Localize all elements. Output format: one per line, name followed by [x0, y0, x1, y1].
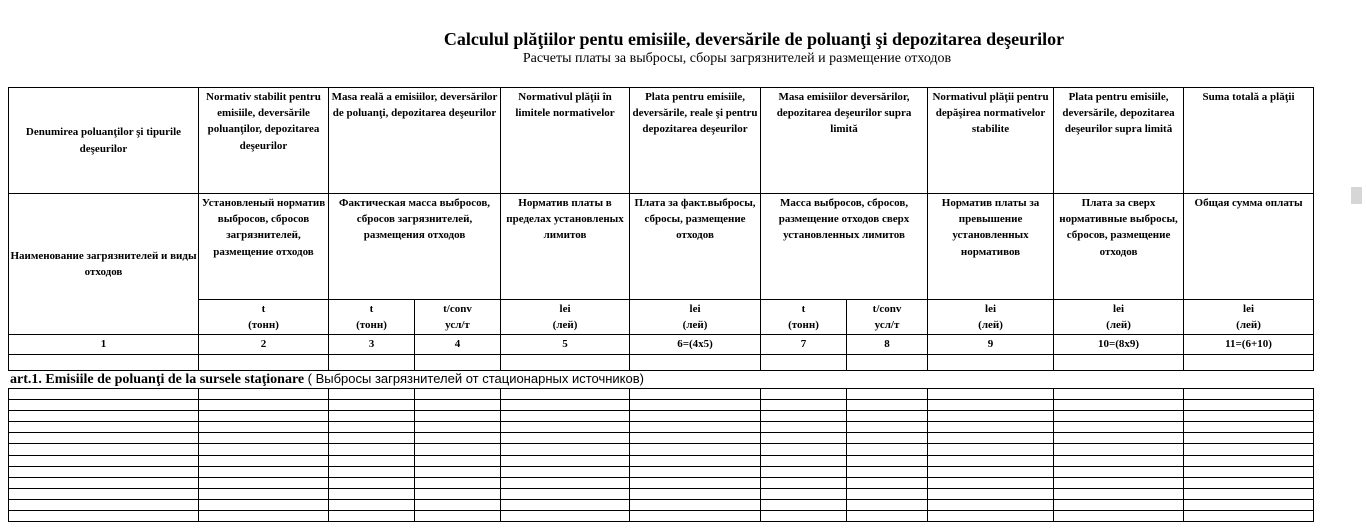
unit-top: t	[369, 303, 374, 315]
table-cell	[761, 455, 847, 466]
header-ru-total: Общая сумма оплаты	[1184, 194, 1314, 300]
table-cell	[329, 444, 415, 455]
table-cell	[761, 433, 847, 444]
table-cell	[928, 466, 1054, 477]
unit-cell	[1184, 300, 1314, 335]
header-ru-excess-payment: Плата за сверх нормативные выбросы, сбросов, размещение отходов	[1054, 194, 1184, 300]
table-cell	[1184, 422, 1314, 433]
table-cell	[329, 389, 415, 400]
empty-cell	[329, 354, 415, 370]
unit-cell	[329, 300, 415, 335]
table-cell	[1184, 433, 1314, 444]
table-cell	[501, 422, 630, 433]
table-cell	[329, 499, 415, 510]
table-cell	[415, 499, 501, 510]
table-cell	[630, 433, 761, 444]
table-cell	[1184, 488, 1314, 499]
header-ro-excess-normative: Normativul plăţii pentru depăşirea normativelor stabilite	[928, 88, 1054, 194]
table-row	[9, 488, 1314, 499]
unit-cell	[847, 300, 928, 335]
table-cell	[847, 433, 928, 444]
unit-cell	[1054, 300, 1184, 335]
unit-bottom: (лей)	[552, 319, 578, 332]
table-cell	[415, 477, 501, 488]
table-cell	[1184, 411, 1314, 422]
table-cell	[9, 466, 199, 477]
empty-cell	[1054, 354, 1184, 370]
table-cell	[928, 433, 1054, 444]
table-cell	[928, 400, 1054, 411]
column-number: 7	[761, 335, 847, 354]
table-cell	[329, 466, 415, 477]
unit-top: t	[801, 303, 806, 315]
table-cell	[1054, 477, 1184, 488]
table-cell	[761, 499, 847, 510]
unit-top: t/conv	[443, 303, 472, 315]
unit-top: lei	[1243, 303, 1255, 315]
empty-cell	[501, 354, 630, 370]
table-cell	[630, 455, 761, 466]
table-cell	[329, 411, 415, 422]
table-cell	[847, 422, 928, 433]
header-ro-pollutant-name: Denumirea poluanţilor şi tipurile deşeurilor	[9, 88, 199, 194]
table-row	[9, 411, 1314, 422]
table-cell	[928, 511, 1054, 522]
table-cell	[630, 411, 761, 422]
unit-bottom: (тонн)	[356, 319, 387, 332]
unit-top: lei	[1113, 303, 1125, 315]
table-cell	[847, 477, 928, 488]
table-cell	[1054, 488, 1184, 499]
table-cell	[199, 488, 329, 499]
column-number: 5	[501, 335, 630, 354]
table-row	[9, 389, 1314, 400]
table-cell	[9, 488, 199, 499]
empty-cell	[630, 354, 761, 370]
unit-bottom: (тонн)	[788, 319, 819, 332]
table-row	[9, 499, 1314, 510]
table-cell	[847, 400, 928, 411]
table-cell	[9, 455, 199, 466]
section-heading	[10, 370, 1315, 389]
table-cell	[928, 499, 1054, 510]
table-cell	[1184, 455, 1314, 466]
table-cell	[630, 444, 761, 455]
table-cell	[501, 389, 630, 400]
table-cell	[329, 400, 415, 411]
table-cell	[847, 488, 928, 499]
empty-cell	[847, 354, 928, 370]
unit-top: lei	[689, 303, 701, 315]
header-ru-excess-normative: Норматив платы за превышение установленных нормативов	[928, 194, 1054, 300]
table-cell	[329, 422, 415, 433]
header-ro-actual-payment: Plata pentru emisiile, deversările, reale şi pentru depozitarea deşeurilor	[630, 88, 761, 194]
table-cell	[928, 389, 1054, 400]
column-number: 1	[9, 335, 199, 354]
table-cell	[415, 466, 501, 477]
table-row	[9, 477, 1314, 488]
table-cell	[9, 477, 199, 488]
table-cell	[761, 389, 847, 400]
unit-cell	[928, 300, 1054, 335]
table-cell	[928, 455, 1054, 466]
table-cell	[847, 411, 928, 422]
column-number: 10=(8x9)	[1054, 335, 1184, 354]
table-cell	[501, 433, 630, 444]
table-cell	[761, 477, 847, 488]
unit-bottom: (лей)	[1236, 319, 1261, 332]
header-ru-pollutant-name: Наименование загрязнителей и виды отходов	[9, 194, 199, 335]
table-row	[9, 511, 1314, 522]
table-cell	[199, 511, 329, 522]
unit-bottom: (лей)	[682, 319, 708, 332]
table-cell	[761, 444, 847, 455]
table-cell	[9, 499, 199, 510]
table-cell	[329, 488, 415, 499]
column-number: 6=(4x5)	[630, 335, 761, 354]
header-ru-actual-payment: Плата за факт.выбросы, сбросы, размещение отходов	[630, 194, 761, 300]
unit-top: lei	[985, 303, 997, 315]
table-cell	[1054, 422, 1184, 433]
table-cell	[630, 389, 761, 400]
table-cell	[1054, 511, 1184, 522]
table-cell	[761, 422, 847, 433]
table-cell	[847, 466, 928, 477]
header-ru-excess-mass: Масса выбросов, сбросов, размещение отходов сверх установленных лимитов	[761, 194, 928, 300]
table-cell	[415, 389, 501, 400]
table-cell	[1054, 499, 1184, 510]
table-cell	[329, 455, 415, 466]
table-cell	[1054, 466, 1184, 477]
table-cell	[928, 422, 1054, 433]
column-number: 2	[199, 335, 329, 354]
table-cell	[630, 477, 761, 488]
empty-cell	[1184, 354, 1314, 370]
table-cell	[1054, 433, 1184, 444]
column-number: 8	[847, 335, 928, 354]
table-cell	[501, 411, 630, 422]
scrollbar-thumb[interactable]	[1351, 187, 1362, 204]
table-row	[9, 433, 1314, 444]
table-cell	[199, 422, 329, 433]
table-cell	[9, 511, 199, 522]
empty-cell	[9, 354, 199, 370]
table-cell	[9, 389, 199, 400]
table-cell	[630, 488, 761, 499]
table-cell	[415, 444, 501, 455]
empty-cell	[199, 354, 329, 370]
table-cell	[415, 488, 501, 499]
table-row	[9, 466, 1314, 477]
table-cell	[199, 400, 329, 411]
table-cell	[329, 511, 415, 522]
table-cell	[199, 411, 329, 422]
unit-cell	[501, 300, 630, 335]
column-number: 3	[329, 335, 415, 354]
unit-bottom: (тонн)	[248, 319, 279, 332]
unit-cell	[199, 300, 329, 335]
table-cell	[1054, 411, 1184, 422]
table-cell	[847, 511, 928, 522]
table-cell	[501, 400, 630, 411]
table-cell	[199, 444, 329, 455]
unit-cell	[415, 300, 501, 335]
table-cell	[501, 455, 630, 466]
table-cell	[928, 411, 1054, 422]
table-cell	[1184, 389, 1314, 400]
table-cell	[9, 444, 199, 455]
scrollbar-track[interactable]	[1346, 0, 1366, 528]
header-ro-excess-mass: Masa emisiilor deversărilor, depozitarea deşeurilor supra limită	[761, 88, 928, 194]
table-cell	[329, 477, 415, 488]
payment-calculation-table	[8, 87, 1314, 371]
unit-bottom: (лей)	[1106, 319, 1131, 332]
table-cell	[630, 400, 761, 411]
unit-top: t	[261, 303, 266, 315]
header-ru-real-mass: Фактическая масса выбросов, сбросов загрязнителей, размещения отходов	[329, 194, 501, 300]
table-row	[9, 400, 1314, 411]
table-cell	[9, 422, 199, 433]
table-cell	[847, 455, 928, 466]
empty-cell	[761, 354, 847, 370]
header-ro-real-mass: Masa reală a emisiilor, deversărilor de poluanţi, depozitarea deşeurilor	[329, 88, 501, 194]
table-cell	[630, 511, 761, 522]
table-cell	[199, 499, 329, 510]
unit-bottom: (лей)	[978, 319, 1003, 332]
table-cell	[928, 477, 1054, 488]
table-cell	[415, 422, 501, 433]
unit-bottom: усл/т	[874, 319, 900, 332]
table-cell	[847, 389, 928, 400]
table-cell	[1054, 400, 1184, 411]
table-cell	[501, 511, 630, 522]
table-cell	[199, 455, 329, 466]
table-cell	[415, 433, 501, 444]
table-cell	[1184, 511, 1314, 522]
table-cell	[501, 466, 630, 477]
unit-bottom: усл/т	[445, 319, 470, 332]
table-cell	[1184, 499, 1314, 510]
table-cell	[761, 488, 847, 499]
table-cell	[329, 433, 415, 444]
table-cell	[630, 466, 761, 477]
header-ro-payment-normative: Normativul plăţii în limitele normativelor	[501, 88, 630, 194]
table-cell	[199, 466, 329, 477]
header-ro-normative: Normativ stabilit pentru emisiile, deversările poluanţilor, depozitarea deşeurilor	[199, 88, 329, 194]
table-cell	[415, 400, 501, 411]
table-cell	[199, 477, 329, 488]
table-cell	[9, 400, 199, 411]
emissions-entry-table	[8, 388, 1314, 522]
column-number: 4	[415, 335, 501, 354]
table-cell	[9, 433, 199, 444]
table-cell	[1054, 389, 1184, 400]
table-cell	[1054, 444, 1184, 455]
table-cell	[199, 433, 329, 444]
section-label-ru: ( Выбросы загрязнителей от стационарных источников)	[307, 371, 644, 386]
header-ro-total: Suma totală a plăţii	[1184, 88, 1314, 194]
table-cell	[761, 400, 847, 411]
table-cell	[847, 499, 928, 510]
table-cell	[847, 444, 928, 455]
table-cell	[761, 511, 847, 522]
unit-top: t/conv	[872, 303, 902, 315]
table-cell	[1184, 444, 1314, 455]
column-number: 9	[928, 335, 1054, 354]
table-cell	[928, 488, 1054, 499]
table-cell	[415, 411, 501, 422]
empty-cell	[415, 354, 501, 370]
table-cell	[1054, 455, 1184, 466]
document-subtitle: Расчеты платы за выбросы, сборы загрязнителей и размещение отходов	[522, 51, 952, 66]
header-ru-normative: Установленый норматив выбросов, сбросов загрязнителей, размещение отходов	[199, 194, 329, 300]
section-label: art.1. Emisiile de poluanţi de la sursele staţionare	[10, 372, 305, 387]
table-row	[9, 444, 1314, 455]
unit-cell	[761, 300, 847, 335]
table-cell	[1184, 477, 1314, 488]
table-cell	[415, 455, 501, 466]
table-cell	[415, 511, 501, 522]
document-title: Calculul plăţiilor pentu emisiile, deversările de poluanţi şi depozitarea deşeurilor	[443, 29, 1065, 49]
unit-cell	[630, 300, 761, 335]
table-cell	[1184, 466, 1314, 477]
header-ru-payment-normative: Норматив платы в пределах установленых лимитов	[501, 194, 630, 300]
table-cell	[501, 488, 630, 499]
table-cell	[501, 444, 630, 455]
table-row	[9, 455, 1314, 466]
unit-top: lei	[559, 303, 571, 315]
table-cell	[1184, 400, 1314, 411]
header-ro-excess-payment: Plata pentru emisiile, deversările, depozitarea deşeurilor supra limită	[1054, 88, 1184, 194]
table-row	[9, 422, 1314, 433]
table-cell	[630, 499, 761, 510]
table-cell	[928, 444, 1054, 455]
table-cell	[199, 389, 329, 400]
table-cell	[501, 499, 630, 510]
table-cell	[761, 411, 847, 422]
empty-cell	[928, 354, 1054, 370]
table-cell	[9, 411, 199, 422]
table-cell	[761, 466, 847, 477]
table-cell	[501, 477, 630, 488]
table-cell	[630, 422, 761, 433]
column-number: 11=(6+10)	[1184, 335, 1314, 354]
